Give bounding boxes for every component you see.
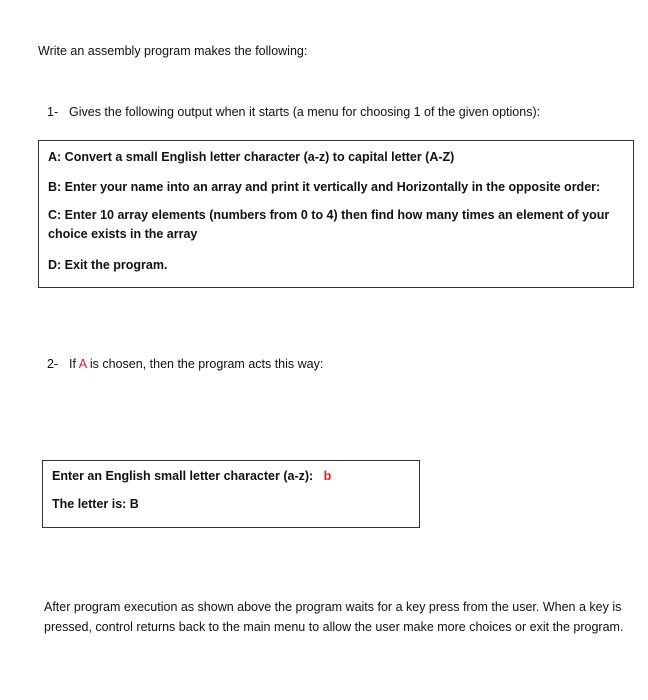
- example-input: b: [323, 469, 332, 483]
- menu-option-a: A: Convert a small English letter character (a-z) to capital letter (A-Z): [48, 150, 455, 164]
- item-2-prefix: If: [69, 357, 76, 371]
- example-prompt: Enter an English small letter character (a-z):: [52, 469, 314, 483]
- menu-option-c: C: Enter 10 array elements (numbers from 0 to 4) then find how many times an element of your choice exists in the array: [48, 208, 610, 241]
- item-1: [47, 105, 540, 119]
- menu-box: [38, 140, 634, 288]
- example-result: The letter is: B: [52, 497, 139, 511]
- item-2: [47, 357, 323, 371]
- example-prompt-line: [52, 469, 331, 483]
- item-2-suffix: is chosen, then the program acts this way:: [89, 357, 324, 371]
- intro-text: Write an assembly program makes the following:: [38, 44, 308, 58]
- item-2-number: 2-: [47, 357, 59, 371]
- item-1-text: Gives the following output when it starts (a menu for choosing 1 of the given options):: [69, 105, 541, 119]
- menu-option-b: B: Enter your name into an array and print it vertically and Horizontally in the opposite order:: [48, 180, 601, 194]
- note-paragraph: After program execution as shown above the program waits for a key press from the user. When a key is pressed, control returns back to the main menu to allow the user make more choices or exit the program.: [44, 600, 624, 634]
- example-output-box: [42, 460, 420, 528]
- item-1-number: 1-: [47, 105, 59, 119]
- menu-option-d: D: Exit the program.: [48, 258, 168, 272]
- item-2-highlight: A: [78, 357, 87, 371]
